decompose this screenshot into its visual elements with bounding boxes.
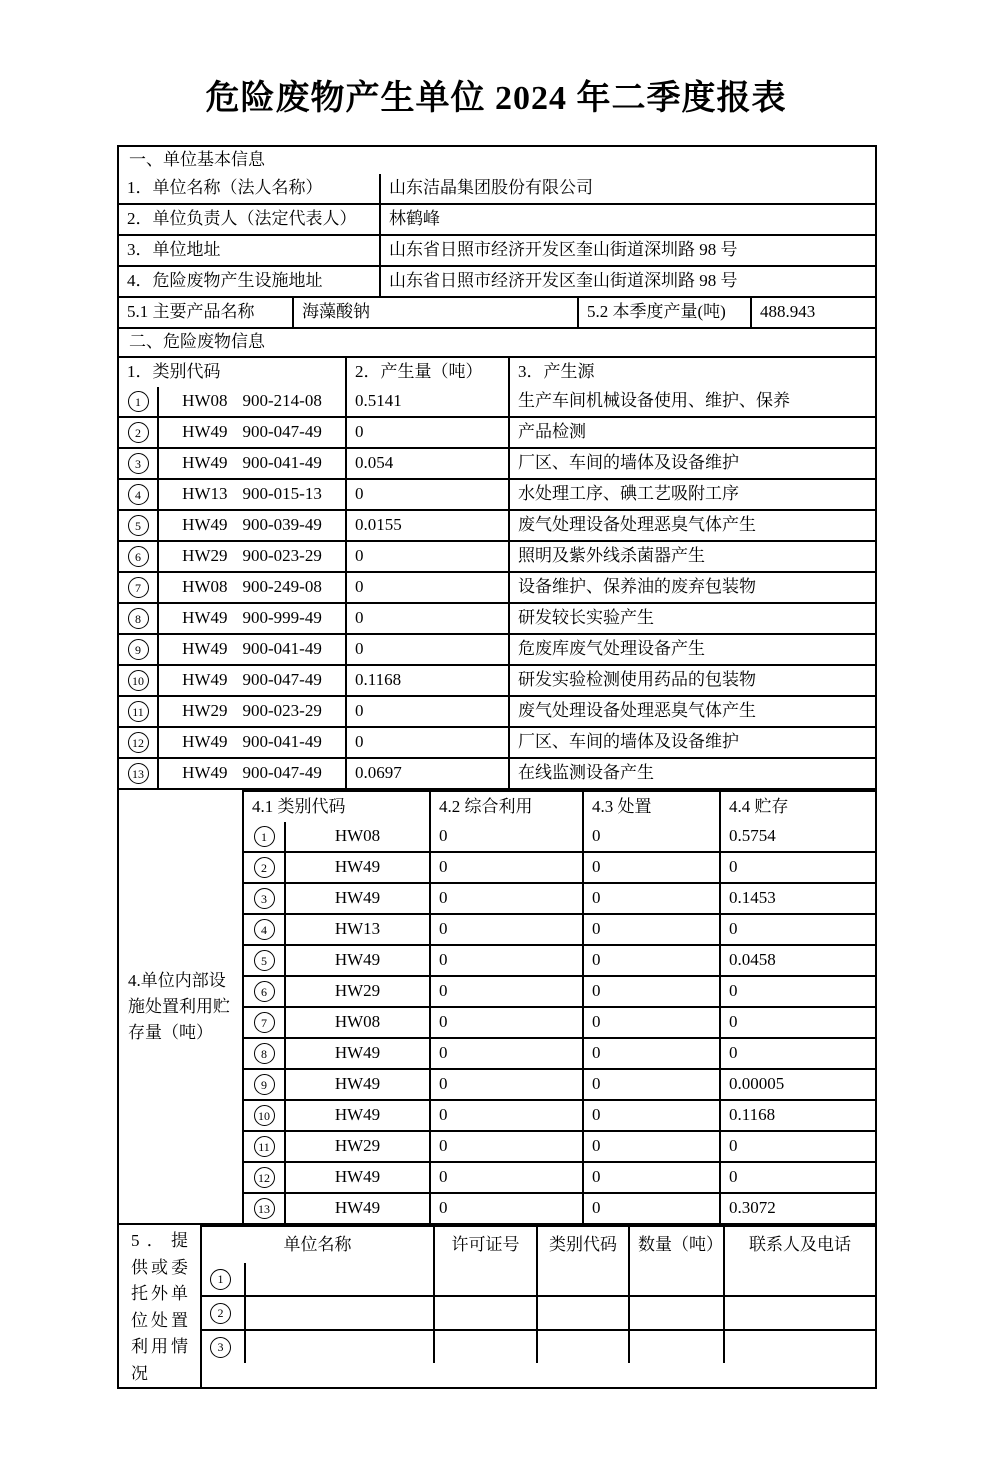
waste-amount-cell: 0.054: [345, 449, 508, 478]
storage-cell: 0: [719, 1008, 875, 1037]
col-header-42-comprehensive-use: 4.2 综合利用: [429, 792, 582, 822]
circled-number: 2: [210, 1303, 231, 1324]
waste-row: [119, 387, 875, 416]
hw-category: HW29: [182, 546, 228, 566]
product-name-label: 5.1 主要产品名称: [127, 302, 255, 322]
product-row: [119, 296, 875, 327]
circled-number: 12: [254, 1167, 275, 1188]
circled-number: 9: [128, 639, 149, 660]
hw-category-cell: HW08: [284, 822, 429, 851]
row-no-cell: [244, 1132, 284, 1161]
col-header-contact-phone: 联系人及电话: [723, 1227, 875, 1263]
waste-code-cell: [157, 449, 345, 478]
hw-category: HW49: [182, 732, 228, 752]
quantity-cell: [628, 1331, 723, 1363]
disposal-cell: 0: [582, 853, 719, 882]
section5-row: [119, 1223, 875, 1387]
section2-column-header-row: [119, 356, 875, 387]
waste-source-cell: 产品检测: [508, 418, 875, 447]
waste-no-cell: [119, 573, 157, 602]
waste-amount-cell: 0.5141: [345, 387, 508, 416]
internal-disposal-row: [244, 1068, 875, 1099]
waste-row: [119, 447, 875, 478]
waste-row: [119, 571, 875, 602]
waste-code-cell: [157, 635, 345, 664]
section4-rows: [244, 822, 875, 1223]
waste-no-cell: [119, 511, 157, 540]
waste-code-number: 900-249-08: [242, 577, 322, 597]
hw-category-cell: HW29: [284, 977, 429, 1006]
circled-number: 9: [254, 1074, 275, 1095]
storage-cell: 0.1453: [719, 884, 875, 913]
comprehensive-use-cell: 0: [429, 1132, 582, 1161]
waste-no-cell: [119, 387, 157, 416]
disposal-cell: 0: [582, 1101, 719, 1130]
hw-category-cell: HW49: [284, 884, 429, 913]
row-no-cell: [244, 946, 284, 975]
internal-disposal-row: [244, 1161, 875, 1192]
section1-header: 一、单位基本信息: [129, 150, 265, 170]
waste-row: [119, 540, 875, 571]
comprehensive-use-cell: 0: [429, 884, 582, 913]
storage-cell: 0.3072: [719, 1194, 875, 1223]
section1-header-row: [119, 147, 875, 174]
waste-source-cell: 厂区、车间的墙体及设备维护: [508, 728, 875, 757]
internal-disposal-row: [244, 1099, 875, 1130]
hw-category: HW08: [182, 577, 228, 597]
disposal-cell: 0: [582, 977, 719, 1006]
col-header-license-no: 许可证号: [433, 1227, 536, 1263]
info-row: [119, 203, 875, 234]
circled-number: 1: [254, 826, 275, 847]
waste-source-cell: 在线监测设备产生: [508, 759, 875, 788]
disposal-cell: 0: [582, 915, 719, 944]
waste-code-number: 900-999-49: [242, 608, 322, 628]
hw-category-cell: HW49: [284, 1163, 429, 1192]
circled-number: 10: [254, 1105, 275, 1126]
storage-cell: 0.1168: [719, 1101, 875, 1130]
report-page: [0, 70, 992, 1389]
info-label: 4．危险废物产生设施地址: [127, 271, 323, 291]
waste-source-cell: 废气处理设备处理恶臭气体产生: [508, 697, 875, 726]
waste-amount-cell: 0: [345, 728, 508, 757]
hw-category: HW49: [182, 422, 228, 442]
category-code-cell: [536, 1331, 628, 1363]
internal-disposal-row: [244, 913, 875, 944]
row-no-cell: [244, 1039, 284, 1068]
hw-category-cell: HW08: [284, 1008, 429, 1037]
waste-code-number: 900-047-49: [242, 422, 322, 442]
category-code-cell: [536, 1297, 628, 1329]
circled-number: 4: [128, 484, 149, 505]
waste-row: [119, 757, 875, 788]
comprehensive-use-cell: 0: [429, 1194, 582, 1223]
waste-code-number: 900-214-08: [242, 391, 322, 411]
contact-phone-cell: [723, 1263, 875, 1295]
waste-no-cell: [119, 728, 157, 757]
waste-no-cell: [119, 604, 157, 633]
hw-category-cell: HW13: [284, 915, 429, 944]
license-no-cell: [433, 1297, 536, 1329]
hw-category: HW29: [182, 701, 228, 721]
circled-number: 11: [254, 1136, 275, 1157]
row-no-cell: [244, 1070, 284, 1099]
quantity-cell: [628, 1263, 723, 1295]
section2-rows: [119, 387, 875, 788]
waste-amount-cell: 0.1168: [345, 666, 508, 695]
waste-source-cell: 研发较长实验产生: [508, 604, 875, 633]
section5-rows: [202, 1263, 875, 1363]
hw-category-cell: HW49: [284, 1194, 429, 1223]
report-table: [117, 145, 877, 1389]
storage-cell: 0: [719, 977, 875, 1006]
disposal-cell: 0: [582, 1163, 719, 1192]
info-row: [119, 174, 875, 203]
page-title: 危险废物产生单位 2024 年二季度报表: [205, 80, 787, 117]
storage-cell: 0.0458: [719, 946, 875, 975]
comprehensive-use-cell: 0: [429, 1070, 582, 1099]
circled-number: 8: [128, 608, 149, 629]
comprehensive-use-cell: 0: [429, 946, 582, 975]
waste-code-number: 900-015-13: [242, 484, 322, 504]
circled-number: 5: [254, 950, 275, 971]
row-no-cell: [202, 1263, 244, 1295]
hw-category-cell: HW49: [284, 1039, 429, 1068]
product-name-value: 海藻酸钠: [292, 298, 577, 327]
storage-cell: 0: [719, 1163, 875, 1192]
waste-code-number: 900-041-49: [242, 639, 322, 659]
comprehensive-use-cell: 0: [429, 1039, 582, 1068]
row-no-cell: [202, 1331, 244, 1363]
waste-code-cell: [157, 418, 345, 447]
circled-number: 8: [254, 1043, 275, 1064]
internal-disposal-row: [244, 822, 875, 851]
waste-no-cell: [119, 418, 157, 447]
circled-number: 2: [254, 857, 275, 878]
disposal-cell: 0: [582, 822, 719, 851]
col-header-unit-name: 单位名称: [283, 1234, 352, 1254]
info-value: 林鹤峰: [379, 205, 875, 234]
circled-number: 3: [254, 888, 275, 909]
info-value: 山东省日照市经济开发区奎山街道深圳路 98 号: [379, 267, 875, 296]
waste-amount-cell: 0: [345, 418, 508, 447]
disposal-cell: 0: [582, 1070, 719, 1099]
waste-amount-cell: 0: [345, 697, 508, 726]
hw-category-cell: HW49: [284, 1070, 429, 1099]
circled-number: 5: [128, 515, 149, 536]
section4-grid: [242, 790, 875, 1223]
disposal-cell: 0: [582, 1194, 719, 1223]
circled-number: 7: [128, 577, 149, 598]
waste-amount-cell: 0.0697: [345, 759, 508, 788]
waste-code-cell: [157, 697, 345, 726]
waste-code-cell: [157, 666, 345, 695]
waste-code-cell: [157, 542, 345, 571]
waste-amount-cell: 0: [345, 542, 508, 571]
info-label: 2．单位负责人（法定代表人）: [127, 209, 357, 229]
internal-disposal-row: [244, 975, 875, 1006]
waste-row: [119, 633, 875, 664]
waste-source-cell: 废气处理设备处理恶臭气体产生: [508, 511, 875, 540]
circled-number: 3: [128, 453, 149, 474]
section2-header-row: [119, 327, 875, 356]
col-header-44-storage: 4.4 贮存: [719, 792, 875, 822]
external-unit-row: [202, 1263, 875, 1295]
waste-row: [119, 695, 875, 726]
waste-source-cell: 危废库废气处理设备产生: [508, 635, 875, 664]
col-header-generated-amount: 2．产生量（吨）: [345, 358, 508, 387]
info-value: 山东洁晶集团股份有限公司: [379, 174, 875, 203]
waste-code-cell: [157, 387, 345, 416]
waste-code-cell: [157, 480, 345, 509]
section4-row: [119, 788, 875, 1223]
comprehensive-use-cell: 0: [429, 1101, 582, 1130]
internal-disposal-row: [244, 944, 875, 975]
waste-source-cell: 厂区、车间的墙体及设备维护: [508, 449, 875, 478]
circled-number: 11: [128, 701, 149, 722]
circled-number: 13: [128, 763, 149, 784]
row-no-cell: [244, 1163, 284, 1192]
section2-header: 二、危险废物信息: [129, 332, 265, 352]
circled-number: 1: [128, 391, 149, 412]
row-no-cell: [244, 853, 284, 882]
storage-cell: 0.00005: [719, 1070, 875, 1099]
waste-code-number: 900-023-29: [242, 546, 322, 566]
hw-category: HW49: [182, 763, 228, 783]
info-label: 1．单位名称（法人名称）: [127, 178, 323, 198]
waste-code-number: 900-039-49: [242, 515, 322, 535]
external-unit-row: [202, 1329, 875, 1363]
section4-label: 4.单位内部设施处置利用贮存量（吨）: [128, 970, 230, 1042]
hw-category-cell: HW49: [284, 853, 429, 882]
waste-code-cell: [157, 573, 345, 602]
waste-no-cell: [119, 759, 157, 788]
waste-row: [119, 416, 875, 447]
row-no-cell: [244, 884, 284, 913]
section5-label: 5．提供或委托外单位处置利用情况: [131, 1231, 188, 1383]
circled-number: 2: [128, 422, 149, 443]
circled-number: 3: [210, 1337, 231, 1358]
waste-row: [119, 664, 875, 695]
info-label: 3．单位地址: [127, 240, 221, 260]
waste-source-cell: 水处理工序、碘工艺吸附工序: [508, 480, 875, 509]
hw-category-cell: HW29: [284, 1132, 429, 1161]
comprehensive-use-cell: 0: [429, 822, 582, 851]
hw-category-cell: HW49: [284, 1101, 429, 1130]
contact-phone-cell: [723, 1297, 875, 1329]
waste-row: [119, 478, 875, 509]
col-header-category-code: 1．类别代码: [127, 362, 221, 382]
row-no-cell: [202, 1297, 244, 1329]
circled-number: 7: [254, 1012, 275, 1033]
internal-disposal-row: [244, 1037, 875, 1068]
hw-category: HW13: [182, 484, 228, 504]
comprehensive-use-cell: 0: [429, 977, 582, 1006]
waste-no-cell: [119, 697, 157, 726]
hw-category: HW08: [182, 391, 228, 411]
disposal-cell: 0: [582, 946, 719, 975]
external-unit-row: [202, 1295, 875, 1329]
quarter-output-label: 5.2 本季度产量(吨): [577, 298, 750, 327]
row-no-cell: [244, 1008, 284, 1037]
waste-no-cell: [119, 666, 157, 695]
waste-code-number: 900-041-49: [242, 732, 322, 752]
waste-amount-cell: 0.0155: [345, 511, 508, 540]
comprehensive-use-cell: 0: [429, 915, 582, 944]
col-header-quantity: 数量（吨）: [628, 1227, 723, 1263]
col-header-43-disposal: 4.3 处置: [582, 792, 719, 822]
row-no-cell: [244, 977, 284, 1006]
hw-category-cell: HW49: [284, 946, 429, 975]
waste-amount-cell: 0: [345, 604, 508, 633]
waste-source-cell: 设备维护、保养油的废弃包装物: [508, 573, 875, 602]
internal-disposal-row: [244, 882, 875, 913]
storage-cell: 0: [719, 1039, 875, 1068]
waste-row: [119, 602, 875, 633]
waste-source-cell: 研发实验检测使用药品的包装物: [508, 666, 875, 695]
waste-row: [119, 726, 875, 757]
storage-cell: 0: [719, 1132, 875, 1161]
hw-category: HW49: [182, 670, 228, 690]
license-no-cell: [433, 1263, 536, 1295]
info-row: [119, 234, 875, 265]
waste-no-cell: [119, 480, 157, 509]
circled-number: 6: [128, 546, 149, 567]
category-code-cell: [536, 1263, 628, 1295]
waste-source-cell: 生产车间机械设备使用、维护、保养: [508, 387, 875, 416]
waste-code-number: 900-041-49: [242, 453, 322, 473]
circled-number: 4: [254, 919, 275, 940]
hw-category: HW49: [182, 608, 228, 628]
internal-disposal-row: [244, 1130, 875, 1161]
waste-code-cell: [157, 511, 345, 540]
storage-cell: 0: [719, 853, 875, 882]
waste-code-number: 900-047-49: [242, 670, 322, 690]
quantity-cell: [628, 1297, 723, 1329]
circled-number: 1: [210, 1269, 231, 1290]
waste-code-cell: [157, 728, 345, 757]
unit-name-cell: [244, 1263, 433, 1295]
col-header-41-category-code: 4.1 类别代码: [252, 796, 346, 816]
info-row: [119, 265, 875, 296]
disposal-cell: 0: [582, 1132, 719, 1161]
waste-no-cell: [119, 449, 157, 478]
waste-amount-cell: 0: [345, 573, 508, 602]
section4-column-header-row: [244, 790, 875, 822]
section1-rows: [119, 174, 875, 296]
waste-code-number: 900-023-29: [242, 701, 322, 721]
waste-code-cell: [157, 759, 345, 788]
info-value: 山东省日照市经济开发区奎山街道深圳路 98 号: [379, 236, 875, 265]
circled-number: 10: [128, 670, 149, 691]
comprehensive-use-cell: 0: [429, 853, 582, 882]
internal-disposal-row: [244, 1006, 875, 1037]
disposal-cell: 0: [582, 1008, 719, 1037]
hw-category: HW49: [182, 515, 228, 535]
internal-disposal-row: [244, 1192, 875, 1223]
col-header-generation-source: 3．产生源: [508, 358, 875, 387]
unit-name-cell: [244, 1297, 433, 1329]
contact-phone-cell: [723, 1331, 875, 1363]
license-no-cell: [433, 1331, 536, 1363]
hw-category: HW49: [182, 453, 228, 473]
row-no-cell: [244, 1194, 284, 1223]
storage-cell: 0: [719, 915, 875, 944]
row-no-cell: [244, 915, 284, 944]
disposal-cell: 0: [582, 1039, 719, 1068]
section5-grid: [200, 1225, 875, 1387]
disposal-cell: 0: [582, 884, 719, 913]
circled-number: 13: [254, 1198, 275, 1219]
waste-amount-cell: 0: [345, 480, 508, 509]
comprehensive-use-cell: 0: [429, 1163, 582, 1192]
quarter-output-value: 488.943: [750, 298, 875, 327]
storage-cell: 0.5754: [719, 822, 875, 851]
waste-code-number: 900-047-49: [242, 763, 322, 783]
row-no-cell: [244, 822, 284, 851]
waste-row: [119, 509, 875, 540]
section5-column-header-row: [202, 1225, 875, 1263]
col-header-category-code: 类别代码: [536, 1227, 628, 1263]
waste-no-cell: [119, 635, 157, 664]
hw-category: HW49: [182, 639, 228, 659]
waste-amount-cell: 0: [345, 635, 508, 664]
waste-code-cell: [157, 604, 345, 633]
waste-no-cell: [119, 542, 157, 571]
row-no-cell: [244, 1101, 284, 1130]
circled-number: 6: [254, 981, 275, 1002]
comprehensive-use-cell: 0: [429, 1008, 582, 1037]
circled-number: 12: [128, 732, 149, 753]
waste-source-cell: 照明及紫外线杀菌器产生: [508, 542, 875, 571]
internal-disposal-row: [244, 851, 875, 882]
unit-name-cell: [244, 1331, 433, 1363]
